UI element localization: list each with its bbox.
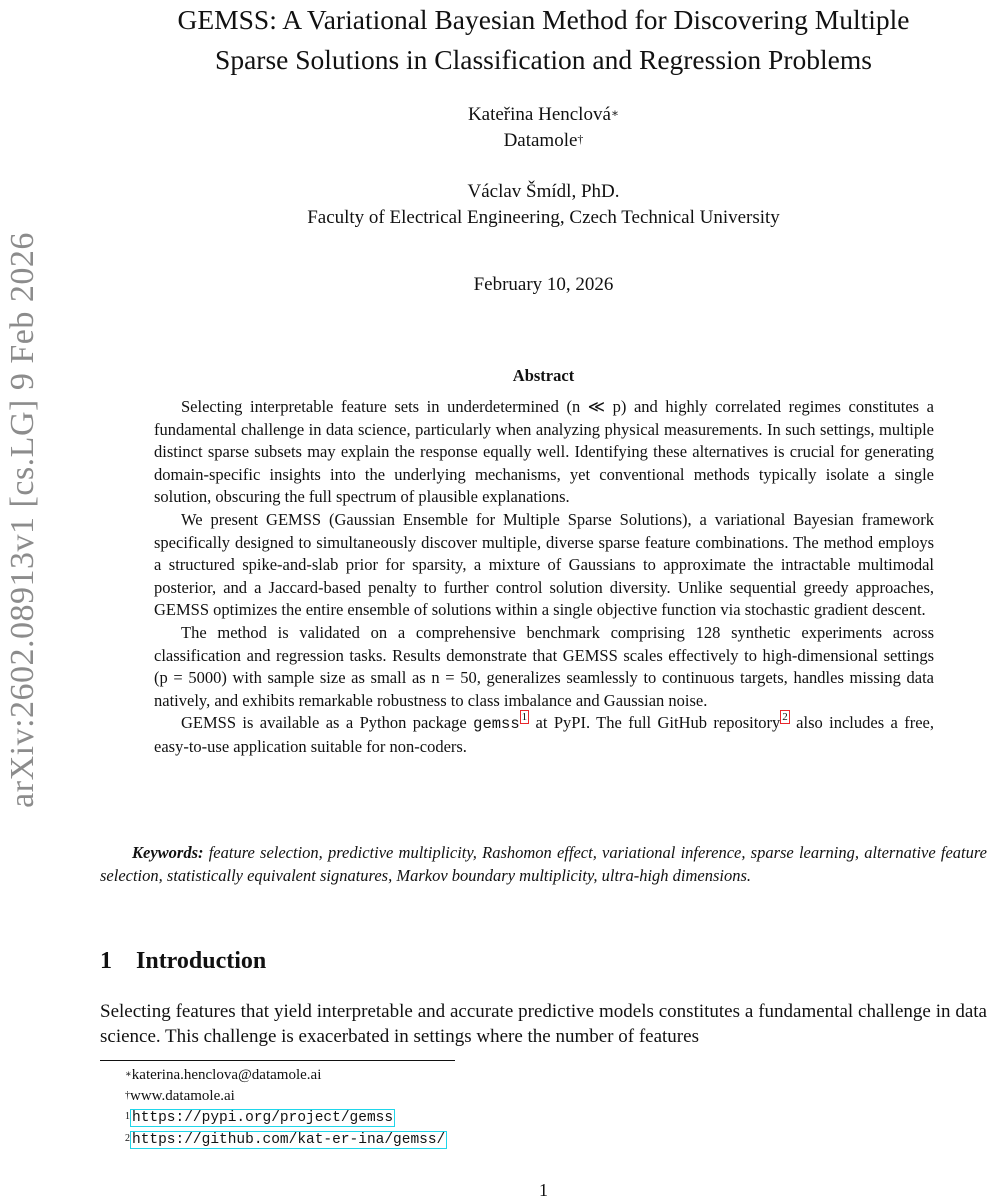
- footnote-mark-2: 2: [125, 1133, 130, 1144]
- arxiv-identifier-stamp: arXiv:2602.08913v1 [cs.LG] 9 Feb 2026: [4, 232, 41, 808]
- abstract-p4-text-c: also includes a free, easy-to-use application suitable for non-coders.: [154, 713, 934, 756]
- title-line-2: Sparse Solutions in Classification and Regression Problems: [215, 44, 872, 75]
- author-1-name: Kateřina Henclová: [467, 104, 611, 125]
- footnote-divider: [100, 1060, 455, 1061]
- introduction-paragraph: Selecting features that yield interpretable and accurate predictive models constitutes a fundamental challenge in data science. This challenge is exacerbated in settings where the number of features: [100, 1001, 987, 1047]
- abstract-paragraph-3: The method is validated on a comprehensive benchmark comprising 128 synthetic experiments across classification and regression tasks. Results demonstrate that GEMSS scales effectively to high-dimensional settings (p = 5000) with sample size as small as n = 50, generalizes seamlessly to continuous targets, handles missing data natively, and exhibits remarkable robustness to class imbalance and Gaussian noise.: [154, 622, 934, 710]
- abstract-p4-text-b: at PyPI. The full GitHub repository: [529, 713, 781, 733]
- abstract-paragraph-2: We present GEMSS (Gaussian Ensemble for Multiple Sparse Solutions), a variational Bayesian framework specifically designed to simultaneously discover multiple, diverse sparse feature combinations. The method employs a structured spike-and-slab prior for sparsity, a mixture of Gaussians to approximate the intractable multimodal posterior, and a Jaccard-based penalty to further control solution diversity. Unlike sequential greedy approaches, GEMSS optimizes the entire ensemble of solutions within a single objective function via stochastic gradient descent.: [154, 509, 934, 620]
- abstract-heading: Abstract: [512, 366, 575, 385]
- github-link[interactable]: https://github.com/kat-er-ina/gemss/: [132, 1132, 446, 1148]
- footnote-1: [125, 1107, 447, 1129]
- abstract-p4-text-a: GEMSS is available as a Python package: [181, 713, 474, 733]
- footnote-mark-star: ∗: [125, 1069, 132, 1080]
- author-2-affiliation: Faculty of Electrical Engineering, Czech Technical University: [307, 207, 780, 228]
- author-2-name: Václav Šmídl, PhD.: [467, 181, 620, 202]
- abstract-body: [154, 396, 934, 759]
- paper-title: [100, 0, 987, 80]
- footnote-datamole-text: www.datamole.ai: [130, 1088, 235, 1104]
- footnote-mark-1: 1: [125, 1111, 130, 1122]
- keywords-label: Keywords:: [132, 843, 204, 862]
- footnote-email-text: katerina.henclova@datamole.ai: [131, 1067, 322, 1083]
- footnote-2: [125, 1129, 447, 1151]
- section-number: 1: [100, 948, 112, 974]
- footnote-mark-dagger: †: [125, 1090, 130, 1101]
- page-number: 1: [539, 1180, 548, 1200]
- keywords-list: feature selection, predictive multiplicity, Rashomon effect, variational inference, sparse learning, alternative feature selection, statistically equivalent signatures, Markov boundary multiplicity, ultra-high dimensions.: [100, 843, 987, 885]
- footnotes: [125, 1065, 447, 1151]
- paper-date: February 10, 2026: [473, 274, 614, 295]
- footnote-affiliation-url: [125, 1086, 447, 1107]
- author-1-affiliation-mark[interactable]: †: [577, 132, 584, 146]
- author-1-footnote-mark[interactable]: ∗: [610, 106, 620, 120]
- title-line-1: GEMSS: A Variational Bayesian Method for Discovering Multiple: [177, 4, 910, 35]
- keywords-block: [100, 842, 987, 887]
- author-1-affiliation: Datamole: [503, 130, 578, 151]
- section-heading-introduction: [100, 948, 266, 975]
- footnote-ref-2-link[interactable]: 2: [782, 711, 788, 724]
- author-2-block: [100, 179, 987, 231]
- pypi-link[interactable]: https://pypi.org/project/gemss: [132, 1110, 394, 1126]
- footnote-author-email: [125, 1065, 447, 1086]
- abstract-paragraph-4: [154, 712, 934, 758]
- author-1-block: [100, 102, 987, 154]
- footnote-ref-1-link[interactable]: 1: [521, 711, 528, 724]
- section-title: Introduction: [136, 948, 267, 974]
- package-name: gemss: [473, 715, 520, 734]
- abstract-paragraph-1: Selecting interpretable feature sets in underdetermined (n ≪ p) and highly correlated regimes constitutes a fundamental challenge in data science, particularly when analyzing physical measurements. In such settings, multiple distinct sparse subsets may explain the response equally well. Identifying these alternatives is crucial for generating domain-specific insights into the underlying mechanisms, yet conventional methods typically isolate a single solution, obscuring the full spectrum of plausible explanations.: [154, 397, 934, 507]
